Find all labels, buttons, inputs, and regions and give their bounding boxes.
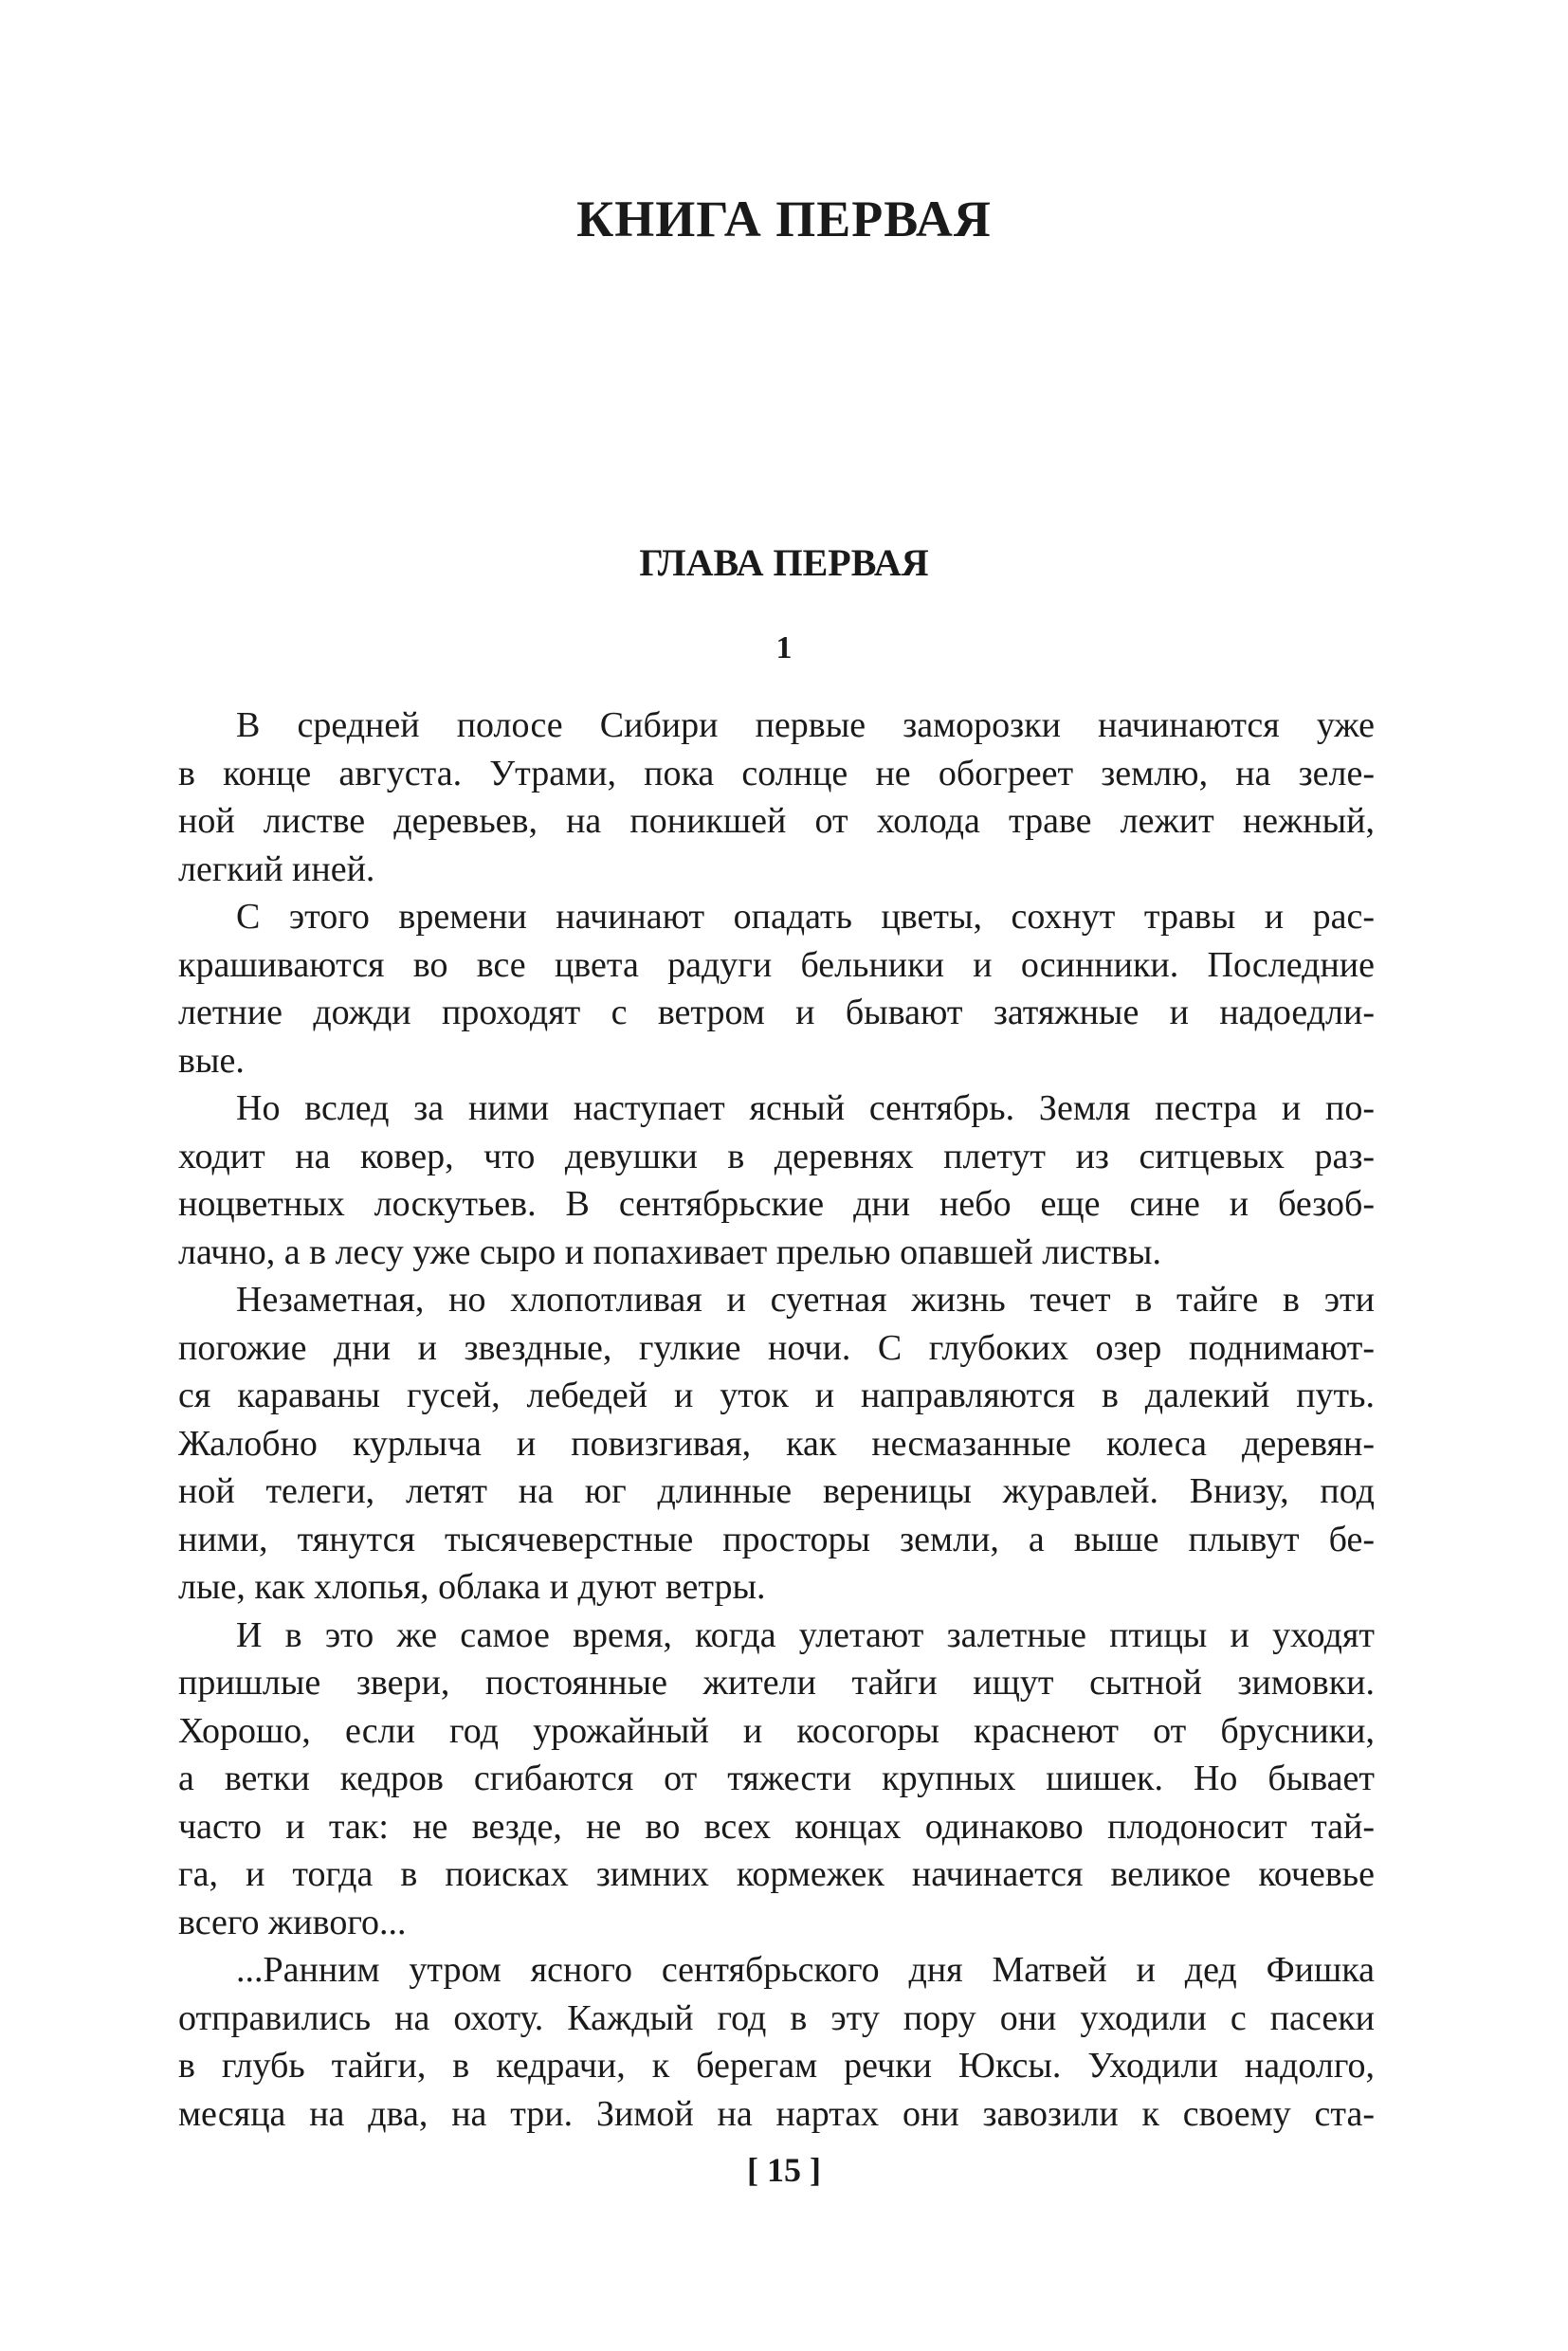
- text-line: ной листве деревьев, на поникшей от холода траве лежит нежный,: [178, 801, 1375, 841]
- text-line: И в это же самое время, когда улетают залетные птицы и уходят: [236, 1614, 1375, 1655]
- text-line: Но вслед за ними наступает ясный сентябрь. Земля пестра и по-: [236, 1088, 1375, 1128]
- text-line: В средней полосе Сибири первые заморозки начинаются уже: [236, 705, 1375, 745]
- text-line: Хорошо, если год урожайный и косогоры краснеют от брусники,: [178, 1710, 1375, 1751]
- text-line: вые.: [178, 1040, 245, 1081]
- text-line: ной телеги, летят на юг длинные вереницы журавлей. Внизу, под: [178, 1471, 1375, 1511]
- page-number: [ 15 ]: [747, 2151, 821, 2189]
- text-line: Незаметная, но хлопотливая и суетная жизнь течет в тайге в эти: [236, 1280, 1375, 1320]
- text-line: Жалобно курлыча и повизгивая, как несмазанные колеса деревян-: [178, 1423, 1375, 1464]
- text-line: легкий иней.: [178, 848, 375, 889]
- text-line: лачно, а в лесу уже сыро и попахивает прелью опавшей листвы.: [178, 1231, 1161, 1272]
- text-line: в глубь тайги, в кедрачи, к берегам речки Юксы. Уходили надолго,: [178, 2046, 1375, 2086]
- text-line: летние дожди проходят с ветром и бывают затяжные и надоедли-: [178, 993, 1375, 1032]
- text-line: ноцветных лоскутьев. В сентябрьские дни небо еще сине и безоб-: [178, 1184, 1375, 1224]
- text-line: га, и тогда в поисках зимних кормежек начинается великое кочевье: [178, 1854, 1375, 1894]
- text-line: месяца на два, на три. Зимой на нартах они завозили к своему ста-: [178, 2093, 1375, 2134]
- text-line: ними, тянутся тысячеверстные просторы земли, а выше плывут бе-: [178, 1519, 1375, 1559]
- text-line: погожие дни и звездные, гулкие ночи. С глубоких озер поднимают-: [178, 1327, 1375, 1368]
- book-title: КНИГА ПЕРВАЯ: [576, 191, 992, 247]
- text-line: крашиваются во все цвета радуги бельники и осинники. Последние: [178, 944, 1375, 985]
- text-line: ходит на ковер, что девушки в деревнях плетут из ситцевых раз-: [178, 1136, 1375, 1176]
- body-text: [178, 702, 1375, 2138]
- text-line: ся караваны гусей, лебедей и уток и направляются в далекий путь.: [178, 1376, 1375, 1415]
- text-line: в конце августа. Утрами, пока солнце не обогреет землю, на зеле-: [178, 753, 1375, 793]
- text-line: часто и так: не везде, не во всех концах одинаково плодоносит тай-: [178, 1806, 1375, 1847]
- text-line: отправились на охоту. Каждый год в эту пору они уходили с пасеки: [178, 1997, 1375, 2038]
- text-line: лые, как хлопья, облака и дуют ветры.: [178, 1567, 766, 1607]
- chapter-title: ГЛАВА ПЕРВАЯ: [639, 541, 929, 584]
- text-line: ...Ранним утром ясного сентябрьского дня Матвей и дед Фишка: [236, 1950, 1375, 1990]
- section-number: 1: [775, 630, 793, 665]
- text-line: всего живого...: [178, 1902, 407, 1942]
- text-line: С этого времени начинают опадать цветы, сохнут травы и рас-: [236, 897, 1375, 937]
- text-line: пришлые звери, постоянные жители тайги ищут сытной зимовки.: [178, 1663, 1375, 1703]
- text-line: а ветки кедров сгибаются от тяжести крупных шишек. Но бывает: [178, 1759, 1375, 1798]
